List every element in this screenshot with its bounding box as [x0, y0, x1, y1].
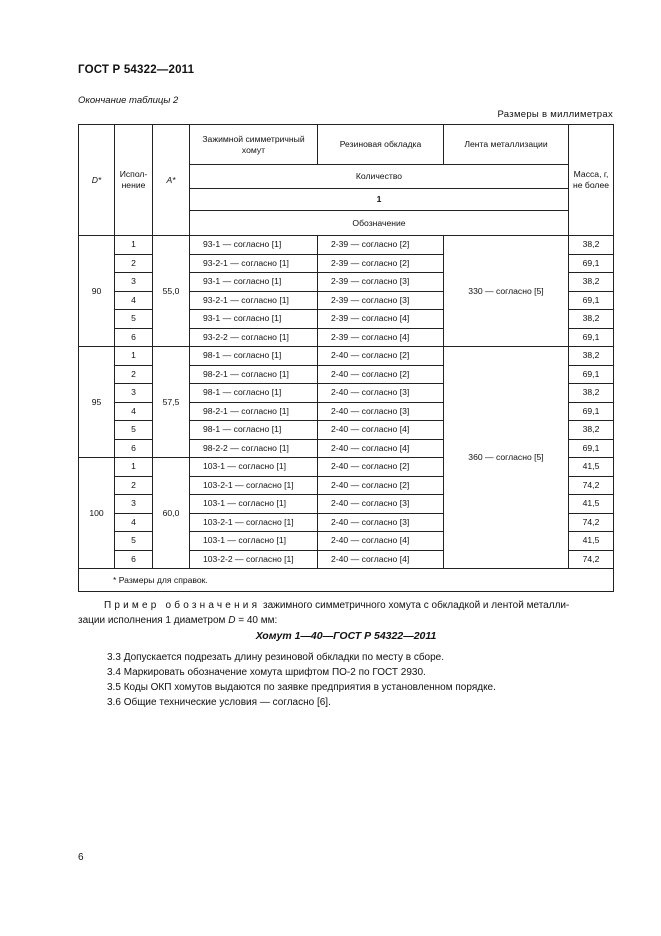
cell-clamp: 93-2-1 — согласно [1]: [190, 254, 318, 273]
cell-rubber: 2-40 — согласно [2]: [318, 365, 444, 384]
page-number: 6: [78, 852, 84, 863]
cell-rubber: 2-40 — согласно [4]: [318, 421, 444, 440]
cell-variant: 1: [115, 236, 153, 255]
cell-clamp: 103-1 — согласно [1]: [190, 495, 318, 514]
cell-rubber: 2-40 — согласно [2]: [318, 458, 444, 477]
cell-clamp: 93-2-1 — согласно [1]: [190, 291, 318, 310]
cell-clamp: 93-2-2 — согласно [1]: [190, 328, 318, 347]
cell-variant: 4: [115, 402, 153, 421]
cell-clamp: 98-2-1 — согласно [1]: [190, 402, 318, 421]
cell-variant: 4: [115, 291, 153, 310]
cell-mass: 69,1: [569, 402, 614, 421]
cell-a: 57,5: [153, 347, 190, 458]
cell-rubber: 2-40 — согласно [3]: [318, 495, 444, 514]
table-caption: Окончание таблицы 2: [78, 95, 179, 106]
cell-rubber: 2-40 — согласно [2]: [318, 476, 444, 495]
cell-rubber: 2-40 — согласно [3]: [318, 513, 444, 532]
cell-rubber: 2-39 — согласно [3]: [318, 291, 444, 310]
clause-text: Маркировать обозначение хомута шрифтом ПО-2 по ГОСТ 2930.: [123, 667, 426, 678]
header-rubber: Резиновая обкладка: [318, 125, 444, 165]
cell-rubber: 2-40 — согласно [4]: [318, 439, 444, 458]
example-d-var: D: [228, 615, 236, 626]
cell-mass: 69,1: [569, 439, 614, 458]
table-row: [79, 236, 614, 255]
cell-variant: 1: [115, 347, 153, 366]
example-text-1: зажимного симметричного хомута с обкладкой и лентой металли-: [262, 600, 570, 611]
cell-mass: 69,1: [569, 328, 614, 347]
cell-mass: 38,2: [569, 310, 614, 329]
header-variant: Испол- нение: [115, 125, 153, 236]
footnote-row: [79, 569, 614, 592]
cell-variant: 4: [115, 513, 153, 532]
clause-number: 3.4: [107, 667, 121, 678]
cell-rubber: 2-40 — согласно [4]: [318, 550, 444, 569]
example-formula: Хомут 1—40—ГОСТ Р 54322—2011: [255, 630, 437, 642]
cell-mass: 38,2: [569, 421, 614, 440]
cell-variant: 5: [115, 421, 153, 440]
cell-clamp: 98-2-1 — согласно [1]: [190, 365, 318, 384]
cell-variant: 6: [115, 550, 153, 569]
cell-rubber: 2-40 — согласно [2]: [318, 347, 444, 366]
cell-mass: 69,1: [569, 254, 614, 273]
cell-clamp: 98-2-2 — согласно [1]: [190, 439, 318, 458]
cell-rubber: 2-40 — согласно [4]: [318, 532, 444, 551]
clause-text: Общие технические условия — согласно [6].: [123, 697, 331, 708]
clause-number: 3.5: [107, 682, 121, 693]
header-designation: Обозначение: [190, 211, 569, 236]
cell-rubber: 2-39 — согласно [4]: [318, 328, 444, 347]
cell-rubber: 2-39 — согласно [2]: [318, 254, 444, 273]
document-title: ГОСТ Р 54322—2011: [78, 64, 195, 76]
clause-item: [107, 695, 496, 710]
cell-variant: 6: [115, 439, 153, 458]
dimensions-table: [78, 124, 614, 592]
cell-clamp: 98-1 — согласно [1]: [190, 347, 318, 366]
cell-variant: 5: [115, 310, 153, 329]
cell-variant: 3: [115, 495, 153, 514]
header-quantity: Количество: [190, 165, 569, 189]
cell-mass: 74,2: [569, 513, 614, 532]
cell-variant: 6: [115, 328, 153, 347]
clause-item: [107, 650, 496, 665]
clause-text: Коды ОКП хомутов выдаются по заявке предприятия в установленном порядке.: [123, 682, 496, 693]
cell-rubber: 2-39 — согласно [3]: [318, 273, 444, 292]
cell-mass: 69,1: [569, 291, 614, 310]
cell-variant: 3: [115, 273, 153, 292]
cell-clamp: 103-1 — согласно [1]: [190, 532, 318, 551]
cell-clamp: 93-1 — согласно [1]: [190, 310, 318, 329]
cell-mass: 74,2: [569, 476, 614, 495]
cell-mass: 38,2: [569, 273, 614, 292]
header-d: D*: [79, 125, 115, 236]
table-footnote: * Размеры для справок.: [79, 569, 614, 592]
cell-variant: 2: [115, 365, 153, 384]
cell-tape: 360 — согласно [5]: [444, 347, 569, 569]
header-mass: Масса, г, не более: [569, 125, 614, 236]
cell-d: 100: [79, 458, 115, 569]
cell-clamp: 103-2-1 — согласно [1]: [190, 476, 318, 495]
cell-variant: 2: [115, 476, 153, 495]
cell-d: 90: [79, 236, 115, 347]
cell-clamp: 103-2-2 — согласно [1]: [190, 550, 318, 569]
cell-variant: 1: [115, 458, 153, 477]
units-note: Размеры в миллиметрах: [497, 109, 613, 120]
cell-mass: 41,5: [569, 495, 614, 514]
example-lead: Пример обозначения: [104, 600, 261, 611]
cell-rubber: 2-40 — согласно [3]: [318, 384, 444, 403]
clause-number: 3.3: [107, 652, 121, 663]
cell-tape: 330 — согласно [5]: [444, 236, 569, 347]
clause-item: [107, 680, 496, 695]
cell-mass: 38,2: [569, 384, 614, 403]
header-clamp: Зажимной симметричный хомут: [190, 125, 318, 165]
clause-number: 3.6: [107, 697, 121, 708]
header-a: A*: [153, 125, 190, 236]
cell-clamp: 98-1 — согласно [1]: [190, 384, 318, 403]
clause-item: [107, 665, 496, 680]
example-text-2b: = 40 мм:: [238, 615, 278, 626]
cell-mass: 41,5: [569, 458, 614, 477]
cell-variant: 5: [115, 532, 153, 551]
table-row: [79, 347, 614, 366]
cell-a: 60,0: [153, 458, 190, 569]
cell-clamp: 103-1 — согласно [1]: [190, 458, 318, 477]
cell-a: 55,0: [153, 236, 190, 347]
cell-mass: 41,5: [569, 532, 614, 551]
cell-clamp: 98-1 — согласно [1]: [190, 421, 318, 440]
example-text-2a: зации исполнения 1 диаметром: [78, 615, 226, 626]
cell-clamp: 93-1 — согласно [1]: [190, 273, 318, 292]
header-one: 1: [190, 189, 569, 211]
cell-rubber: 2-40 — согласно [3]: [318, 402, 444, 421]
cell-clamp: 93-1 — согласно [1]: [190, 236, 318, 255]
cell-variant: 2: [115, 254, 153, 273]
header-tape: Лента металлизации: [444, 125, 569, 165]
cell-clamp: 103-2-1 — согласно [1]: [190, 513, 318, 532]
cell-d: 95: [79, 347, 115, 458]
example-paragraph: [78, 598, 614, 628]
cell-variant: 3: [115, 384, 153, 403]
cell-rubber: 2-39 — согласно [4]: [318, 310, 444, 329]
clauses-list: [107, 650, 496, 710]
cell-mass: 74,2: [569, 550, 614, 569]
clause-text: Допускается подрезать длину резиновой обкладки по месту в сборе.: [123, 652, 445, 663]
cell-mass: 38,2: [569, 236, 614, 255]
cell-mass: 38,2: [569, 347, 614, 366]
cell-mass: 69,1: [569, 365, 614, 384]
cell-rubber: 2-39 — согласно [2]: [318, 236, 444, 255]
